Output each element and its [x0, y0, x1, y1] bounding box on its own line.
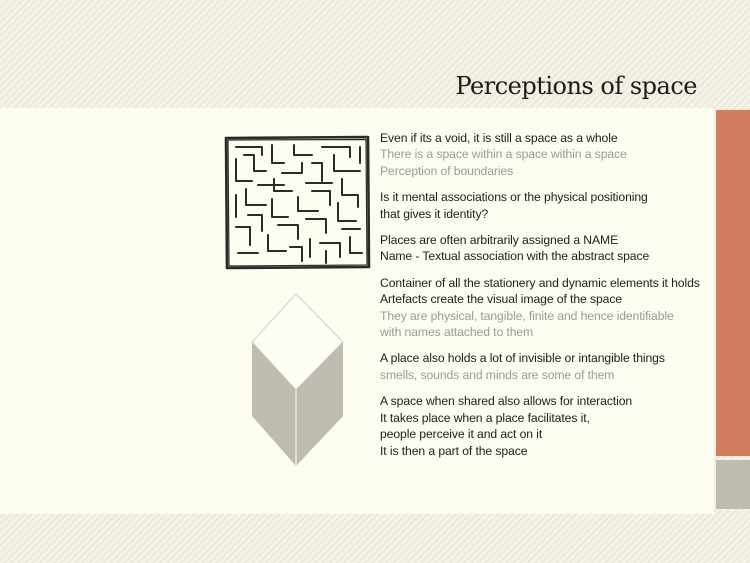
text-line: Places are often arbitrarily assigned a NAME — [380, 233, 619, 248]
text-line: that gives it identity? — [380, 206, 489, 221]
text-line: Is it mental associations or the physical positioning — [380, 190, 648, 205]
text-line: Container of all the stationery and dynamic elements it holds — [380, 275, 700, 290]
text-line: A space when shared also allows for interaction — [380, 394, 633, 409]
text-line: It is then a part of the space — [380, 443, 528, 458]
text-line: with names attached to them — [380, 325, 534, 340]
paragraph — [380, 130, 710, 179]
text-line: smells, sounds and minds are some of them — [380, 367, 615, 382]
paragraph — [380, 189, 710, 222]
text-line: Even if its a void, it is still a space as a whole — [380, 131, 618, 145]
text-line: There is a space within a space within a space — [380, 147, 627, 162]
slide-title: Perceptions of space — [455, 72, 697, 100]
paragraph — [380, 275, 710, 341]
accent-bar — [716, 110, 750, 456]
text-line: Name - Textual association with the abstract space — [380, 249, 650, 264]
paragraph — [380, 232, 710, 265]
text-line: A place also holds a lot of invisible or intangible things — [380, 351, 665, 366]
text-line: Perception of boundaries — [380, 163, 514, 178]
text-line: They are physical, tangible, finite and hence identifiable — [380, 308, 674, 323]
maze-image — [222, 133, 372, 271]
paragraph — [380, 350, 710, 383]
prism-image — [250, 292, 346, 468]
body-text — [380, 130, 710, 469]
paragraph — [380, 393, 710, 459]
text-line: It takes place when a place facilitates it, — [380, 410, 590, 425]
text-line: Artefacts create the visual image of the space — [380, 292, 622, 307]
text-line: people perceive it and act on it — [380, 427, 543, 442]
secondary-accent-bar — [716, 460, 750, 509]
